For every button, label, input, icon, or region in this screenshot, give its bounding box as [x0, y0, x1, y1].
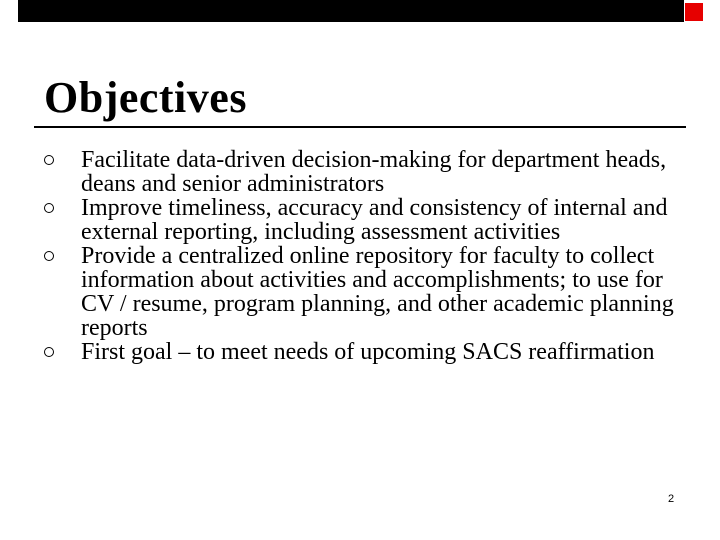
bullet-item	[44, 340, 684, 364]
hollow-circle-bullet-icon	[44, 251, 54, 261]
slide-title: Objectives	[44, 73, 247, 122]
bullet-text: Facilitate data-driven decision-making for department heads, deans and senior administrators	[81, 147, 667, 197]
title-underline	[34, 126, 686, 128]
top-black-bar	[18, 0, 684, 22]
bullet-text: First goal – to meet needs of upcoming SACS reaffirmation	[81, 339, 655, 365]
bullet-item	[44, 196, 684, 244]
bullet-item	[44, 148, 684, 196]
bullet-list	[44, 148, 684, 364]
red-accent-square	[685, 3, 703, 21]
hollow-circle-bullet-icon	[44, 347, 54, 357]
bullet-text: Provide a centralized online repository for faculty to collect information about activities and accomplishments; to use for CV / resume, program planning, and other academic planning reports	[81, 243, 674, 341]
bullet-item	[44, 244, 684, 340]
page-number: 2	[668, 493, 675, 505]
hollow-circle-bullet-icon	[44, 203, 54, 213]
hollow-circle-bullet-icon	[44, 155, 54, 165]
bullet-text: Improve timeliness, accuracy and consistency of internal and external reporting, including assessment activities	[81, 195, 668, 245]
